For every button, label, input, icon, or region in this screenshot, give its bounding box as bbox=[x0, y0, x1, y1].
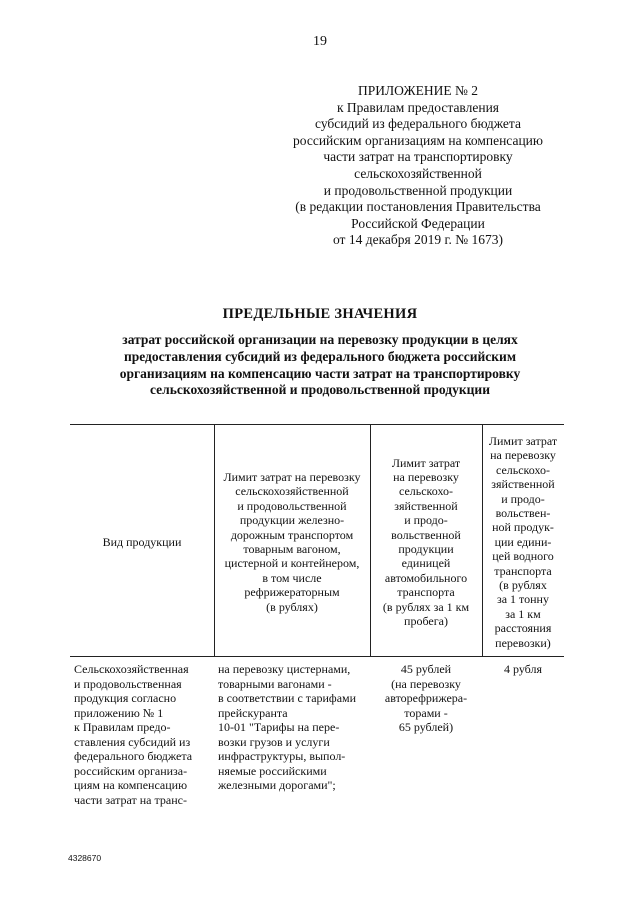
header-line: (в рублях) bbox=[266, 599, 318, 614]
header-line: цей водного bbox=[492, 549, 554, 564]
appendix-line: Российской Федерации bbox=[351, 215, 485, 231]
cell-line: федерального бюджета bbox=[74, 749, 193, 763]
header-line: транспорта bbox=[397, 585, 455, 600]
appendix-line: (в редакции постановления Правительства bbox=[295, 199, 541, 215]
header-line: сельскохо- bbox=[398, 484, 454, 499]
cell-line: 10-01 "Тарифы на пере- bbox=[218, 720, 340, 734]
header-line: (в рублях за 1 км bbox=[382, 599, 470, 614]
appendix-block bbox=[258, 83, 578, 249]
appendix-line: к Правилам предоставления bbox=[336, 99, 500, 115]
cell-line: и продовольственная bbox=[74, 676, 182, 691]
header-line: и продо- bbox=[404, 513, 448, 528]
cell-line: авторефрижера- bbox=[384, 691, 468, 705]
appendix-line: субсидий из федерального бюджета bbox=[315, 116, 521, 132]
header-line: зяйственной bbox=[491, 477, 555, 492]
header-line: сельскохо- bbox=[495, 462, 551, 477]
header-line: рефрижераторным bbox=[244, 585, 340, 600]
appendix-line: от 14 декабря 2019 г. № 1673) bbox=[332, 232, 504, 248]
appendix-line: и продовольственной продукции bbox=[323, 182, 513, 198]
header-line: в том числе bbox=[262, 570, 322, 585]
header-line: продукции bbox=[398, 542, 454, 556]
header-auto-limit bbox=[370, 424, 482, 660]
header-line: вольственной bbox=[391, 527, 461, 542]
cell-line: 4 рубля bbox=[504, 662, 542, 676]
header-water-limit bbox=[482, 424, 564, 660]
header-line: автомобильного bbox=[384, 570, 468, 585]
header-line: Лимит затрат bbox=[391, 455, 461, 470]
header-line: за 1 тонну bbox=[496, 592, 549, 607]
header-line: Лимит затрат на перевозку bbox=[223, 469, 361, 484]
header-line: транспорта bbox=[494, 563, 552, 578]
header-line: на перевозку bbox=[490, 448, 556, 463]
header-line: цистерной и контейнером, bbox=[224, 556, 360, 571]
cell-line: прейскуранта bbox=[218, 705, 288, 720]
header-line: Вид продукции bbox=[102, 534, 182, 549]
subtitle-line: организациям на компенсацию части затрат на транспортировку bbox=[119, 365, 521, 381]
header-line: дорожным транспортом bbox=[230, 527, 354, 542]
header-line: Лимит затрат bbox=[488, 433, 558, 448]
cell-rail-limit bbox=[218, 662, 356, 793]
header-line: ции едини- bbox=[494, 534, 552, 549]
header-product-type bbox=[70, 424, 214, 660]
cell-line: 65 рублей) bbox=[398, 720, 454, 734]
header-line: расстояния bbox=[494, 621, 552, 636]
cell-line: ставления субсидий из bbox=[74, 734, 191, 749]
header-line: и продовольственной bbox=[237, 498, 347, 513]
header-line: и продо- bbox=[501, 491, 545, 506]
subtitle-line: сельскохозяйственной и продовольственной продукции bbox=[150, 382, 490, 398]
cell-line: 45 рублей bbox=[400, 662, 452, 676]
cell-line: на перевозку цистернами, bbox=[218, 662, 351, 676]
cell-line: в соответствии с тарифами bbox=[218, 691, 357, 705]
header-line: на перевозку bbox=[393, 469, 459, 484]
cell-line: няемые российскими bbox=[218, 763, 327, 778]
cell-product-type bbox=[74, 662, 192, 807]
header-line: за 1 км bbox=[505, 606, 541, 621]
appendix-line: российским организациям на компенсацию bbox=[293, 132, 543, 148]
cell-line: инфраструктуры, выпол- bbox=[218, 749, 346, 763]
document-subtitle bbox=[60, 332, 580, 399]
header-line: сельскохозяйственной bbox=[235, 484, 349, 499]
cell-line: железными дорогами"; bbox=[218, 778, 336, 792]
header-line: пробега) bbox=[404, 614, 448, 629]
subtitle-line: предоставления субсидий из федерального бюджета российским bbox=[123, 348, 517, 364]
page-number: 19 bbox=[313, 34, 327, 49]
cell-water-limit bbox=[482, 662, 564, 677]
cell-line: Сельскохозяйственная bbox=[74, 662, 189, 676]
cell-line: российским организа- bbox=[74, 763, 188, 778]
subtitle-line: затрат российской организации на перевозку продукции в целях bbox=[122, 332, 518, 347]
cell-line: товарными вагонами - bbox=[218, 676, 332, 691]
header-line: вольствен- bbox=[495, 505, 551, 520]
header-line: товарным вагоном, bbox=[243, 542, 341, 556]
cell-line: продукция согласно bbox=[74, 691, 177, 705]
header-line: единицей bbox=[401, 556, 451, 571]
header-line: ной продук- bbox=[492, 520, 554, 535]
cell-line: части затрат на транс- bbox=[74, 792, 187, 807]
appendix-line: ПРИЛОЖЕНИЕ № 2 bbox=[357, 83, 479, 98]
cell-auto-limit bbox=[370, 662, 482, 735]
cell-line: торами - bbox=[404, 705, 448, 720]
appendix-line: части затрат на транспортировку bbox=[323, 149, 513, 165]
document-title: ПРЕДЕЛЬНЫЕ ЗНАЧЕНИЯ bbox=[222, 306, 418, 322]
cell-line: к Правилам предо- bbox=[74, 720, 171, 734]
header-line: зяйственной bbox=[394, 498, 458, 513]
document-code: 4328670 bbox=[68, 853, 102, 863]
cell-line: приложению № 1 bbox=[74, 705, 164, 720]
header-line: продукции железно- bbox=[239, 513, 345, 528]
cell-line: возки грузов и услуги bbox=[218, 734, 330, 749]
header-rail-limit bbox=[214, 424, 370, 660]
cell-line: (на перевозку bbox=[391, 676, 461, 691]
cell-line: циям на компенсацию bbox=[74, 778, 188, 792]
header-line: (в рублях bbox=[499, 578, 547, 593]
appendix-line: сельскохозяйственной bbox=[354, 165, 482, 181]
header-line: перевозки) bbox=[495, 635, 551, 650]
